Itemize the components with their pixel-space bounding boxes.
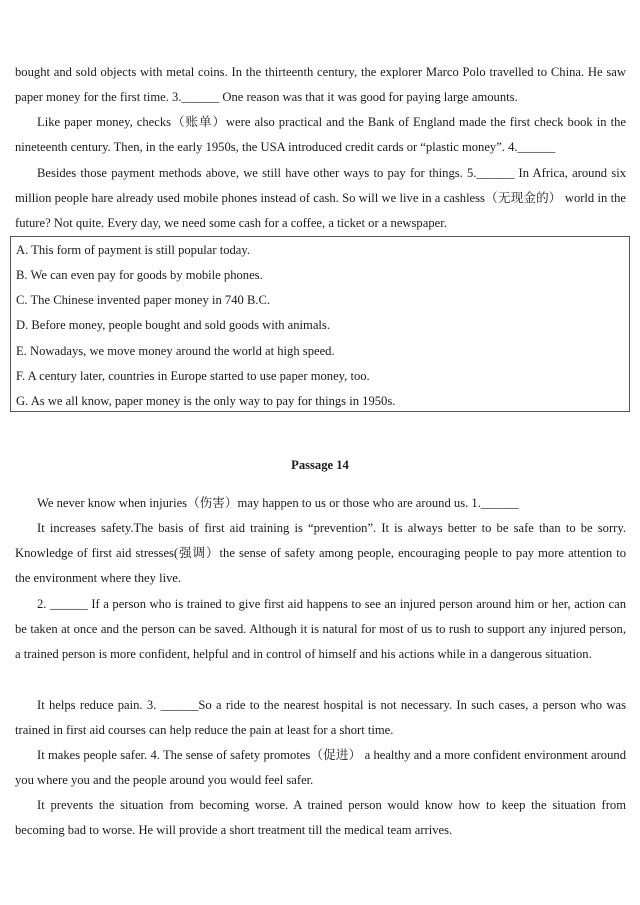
- option-a: A. This form of payment is still popular today.: [16, 243, 251, 257]
- passage13-paragraph-payment-methods: Besides those payment methods above, we still have other ways to pay for things. 5.______ In Africa, around six million people hare already used mobile phones instead of cash. So will we live in a cashless（无现金的） world in the future? Not quite. Every day, we need some cash for a coffee, a ticket or a newspaper.: [15, 166, 626, 231]
- passage14-paragraph-safety: It increases safety.The basis of first aid training is “prevention”. It is always better to be safe than to be sorry. Knowledge of first aid stresses(强调）the sense of safety among people, encouraging people to pay more attention to the environment where they live.: [15, 521, 626, 586]
- passage14-paragraph-safer: It makes people safer. 4. The sense of safety promotes（促进） a healthy and a more confident environment around you where you and the people around you would feel safer.: [15, 748, 626, 788]
- option-e: E. Nowadays, we move money around the world at high speed.: [16, 344, 335, 358]
- passage-title: Passage 14: [291, 458, 349, 472]
- option-f: F. A century later, countries in Europe started to use paper money, too.: [16, 369, 370, 383]
- option-b: B. We can even pay for goods by mobile phones.: [16, 268, 263, 282]
- passage14-paragraph-intro: We never know when injuries（伤害）may happen to us or those who are around us. 1.______: [37, 496, 519, 510]
- passage14-paragraph-action: 2. ______ If a person who is trained to give first aid happens to see an injured person around him or her, action can be taken at once and the person can be saved. Although it is natural for most of us to rush to support any injured person, a trained person is more confident, helpful and in control of himself and his actions while in a dangerous situation.: [15, 597, 626, 662]
- option-g: G. As we all know, paper money is the only way to pay for things in 1950s.: [16, 394, 396, 408]
- passage14-paragraph-prevents: It prevents the situation from becoming worse. A trained person would know how to keep the situation from becoming bad to worse. He will provide a short treatment till the medical team arrives.: [15, 798, 626, 838]
- option-d: D. Before money, people bought and sold goods with animals.: [16, 318, 330, 332]
- passage13-paragraph-continued: bought and sold objects with metal coins. In the thirteenth century, the explorer Marco Polo travelled to China. He saw paper money for the first time. 3.______ One reason was that it was good for paying large amounts.: [15, 65, 626, 105]
- option-c: C. The Chinese invented paper money in 740 B.C.: [16, 293, 271, 307]
- options-box: [10, 236, 630, 412]
- passage14-paragraph-pain: It helps reduce pain. 3. ______So a ride to the nearest hospital is not necessary. In such cases, a person who was trained in first aid courses can help reduce the pain at least for a short time.: [15, 698, 626, 738]
- passage13-paragraph-checks: Like paper money, checks（账单）were also practical and the Bank of England made the first check book in the nineteenth century. Then, in the early 1950s, the USA introduced credit cards or “plastic money”. 4.______: [15, 115, 626, 155]
